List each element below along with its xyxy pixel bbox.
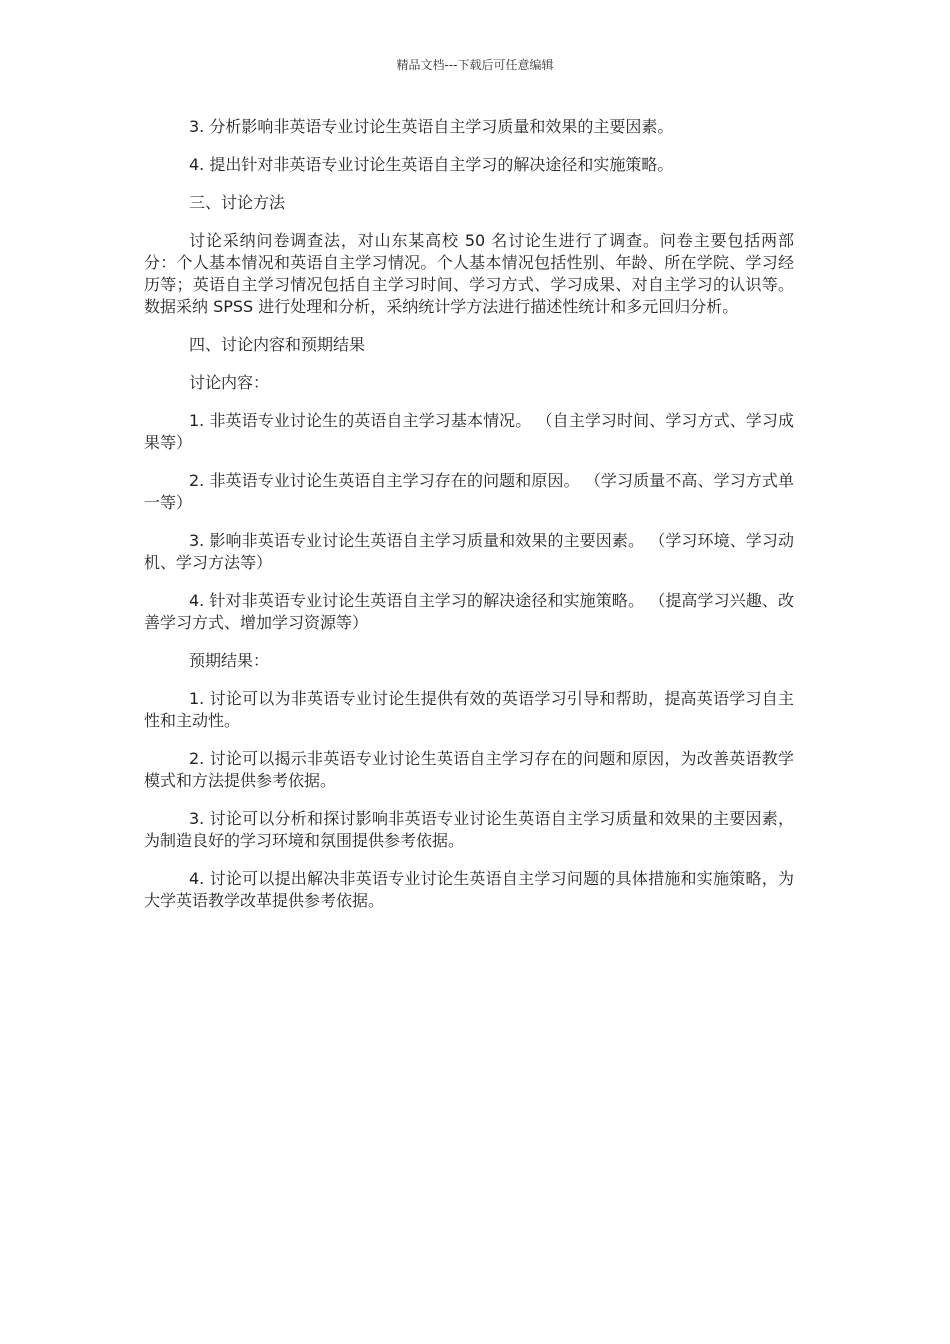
content-item-2: 2. 非英语专业讨论生英语自主学习存在的问题和原因。 （学习质量不高、学习方式单一等） <box>144 471 794 512</box>
subheading-content: 讨论内容： <box>189 373 270 392</box>
document-body <box>144 116 794 928</box>
content-item-1: 1. 非英语专业讨论生的英语自主学习基本情况。 （自主学习时间、学习方式、学习成果等） <box>144 411 794 452</box>
section-heading-content-results: 四、讨论内容和预期结果 <box>189 335 366 354</box>
content-item-4: 4. 针对非英语专业讨论生英语自主学习的解决途径和实施策略。 （提高学习兴趣、改善学习方式、增加学习资源等） <box>144 591 794 632</box>
content-item-3: 3. 影响非英语专业讨论生英语自主学习质量和效果的主要因素。 （学习环境、学习动机、学习方法等） <box>144 531 794 572</box>
subheading-expected-results: 预期结果： <box>189 651 270 670</box>
page-header: 精品文档---下载后可任意编辑 <box>396 58 554 72</box>
paragraph-objective-3: 3. 分析影响非英语专业讨论生英语自主学习质量和效果的主要因素。 <box>189 117 674 136</box>
result-item-4: 4. 讨论可以提出解决非英语专业讨论生英语自主学习问题的具体措施和实施策略，为大学英语教学改革提供参考依据。 <box>144 869 794 910</box>
result-item-2: 2. 讨论可以揭示非英语专业讨论生英语自主学习存在的问题和原因，为改善英语教学模式和方法提供参考依据。 <box>144 749 794 790</box>
result-item-1: 1. 讨论可以为非英语专业讨论生提供有效的英语学习引导和帮助，提高英语学习自主性和主动性。 <box>144 689 794 730</box>
paragraph-methods: 讨论采纳问卷调查法，对山东某高校 50 名讨论生进行了调查。问卷主要包括两部分：个人基本情况和英语自主学习情况。个人基本情况包括性别、年龄、所在学院、学习经历等；英语自主学习情况包括自主学习时间、学习方式、学习成果、对自主学习的认识等。数据采纳 SPSS 进行处理和分析，采纳统计学方法进行描述性统计和多元回归分析。 <box>144 231 794 316</box>
result-item-3: 3. 讨论可以分析和探讨影响非英语专业讨论生英语自主学习质量和效果的主要因素，为制造良好的学习环境和氛围提供参考依据。 <box>144 809 794 850</box>
section-heading-methods: 三、讨论方法 <box>189 193 286 212</box>
paragraph-objective-4: 4. 提出针对非英语专业讨论生英语自主学习的解决途径和实施策略。 <box>189 155 674 174</box>
